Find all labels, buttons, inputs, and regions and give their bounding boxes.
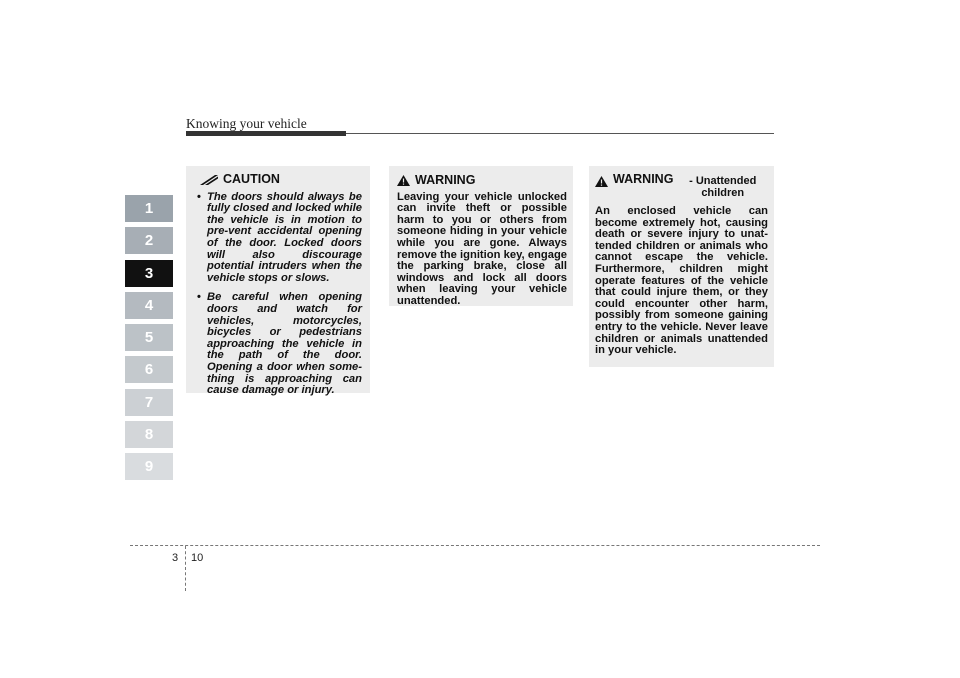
warning-box-children — [589, 166, 774, 367]
footer-chapter-number: 3 — [172, 552, 179, 564]
footer-page-number: 10 — [191, 552, 204, 564]
chapter-tab-2[interactable]: 2 — [125, 227, 173, 254]
section-header-title: Knowing your vehicle — [186, 116, 307, 131]
caution-heading — [200, 174, 362, 186]
caution-pencil-icon — [200, 175, 218, 185]
header-rule-line — [346, 133, 774, 134]
caution-item: • The doors should always be fully closed and locked while the vehicle is in motion to pre-vent accidental opening of the door. Locked doors will also discourage potential intruders when the vehicle stops or slows. — [197, 192, 362, 285]
caution-title: CAUTION — [223, 172, 280, 186]
chapter-tab-3[interactable]: 3 — [125, 260, 173, 287]
chapter-tab-6[interactable]: 6 — [125, 356, 173, 383]
warning-triangle-icon — [595, 176, 608, 187]
chapter-tab-5[interactable]: 5 — [125, 324, 173, 351]
footer-rule — [130, 545, 820, 546]
caution-item: • Be careful when opening doors and watch for vehicles, motorcycles, bicycles or pedestrians approaching the vehicle in the path of the door. Opening a door when some-thing is approaching can cause damage or injury. — [197, 292, 362, 396]
warning-body: An enclosed vehicle can become extremely hot, causing death or severe injury to unat-tended children or animals who cannot escape the vehicle. Furthermore, children might operate features of the vehicle that could injure them, or they could encounter other harm, possibly from someone gaining entry to the vehicle. Never leave children or animals unattended in your vehicle. — [595, 205, 768, 357]
warning-title: WARNING — [613, 172, 674, 186]
warning-title: WARNING — [415, 173, 476, 187]
chapter-tab-8[interactable]: 8 — [125, 421, 173, 448]
warning-body: Leaving your vehicle unlocked can invite theft or possible harm to you or others from someone hiding in your vehicle while you are gone. Always remove the ignition key, engage the parking brake, close all windows and lock all doors when leaving your vehicle unattended. — [397, 190, 567, 307]
footer-divider — [185, 546, 186, 591]
header-rule-dark — [186, 131, 346, 136]
warning-subtitle: - Unattended children — [689, 175, 757, 199]
caution-box — [186, 166, 370, 397]
caution-list — [197, 192, 362, 397]
warning-triangle-icon — [397, 175, 410, 186]
warning-box-unlocked — [389, 166, 573, 306]
chapter-tab-9[interactable]: 9 — [125, 453, 173, 480]
warning-heading — [595, 174, 768, 199]
warning-heading — [397, 175, 567, 187]
chapter-tab-4[interactable]: 4 — [125, 292, 173, 319]
chapter-index-tabs — [125, 195, 173, 486]
chapter-tab-7[interactable]: 7 — [125, 389, 173, 416]
chapter-tab-1[interactable]: 1 — [125, 195, 173, 222]
